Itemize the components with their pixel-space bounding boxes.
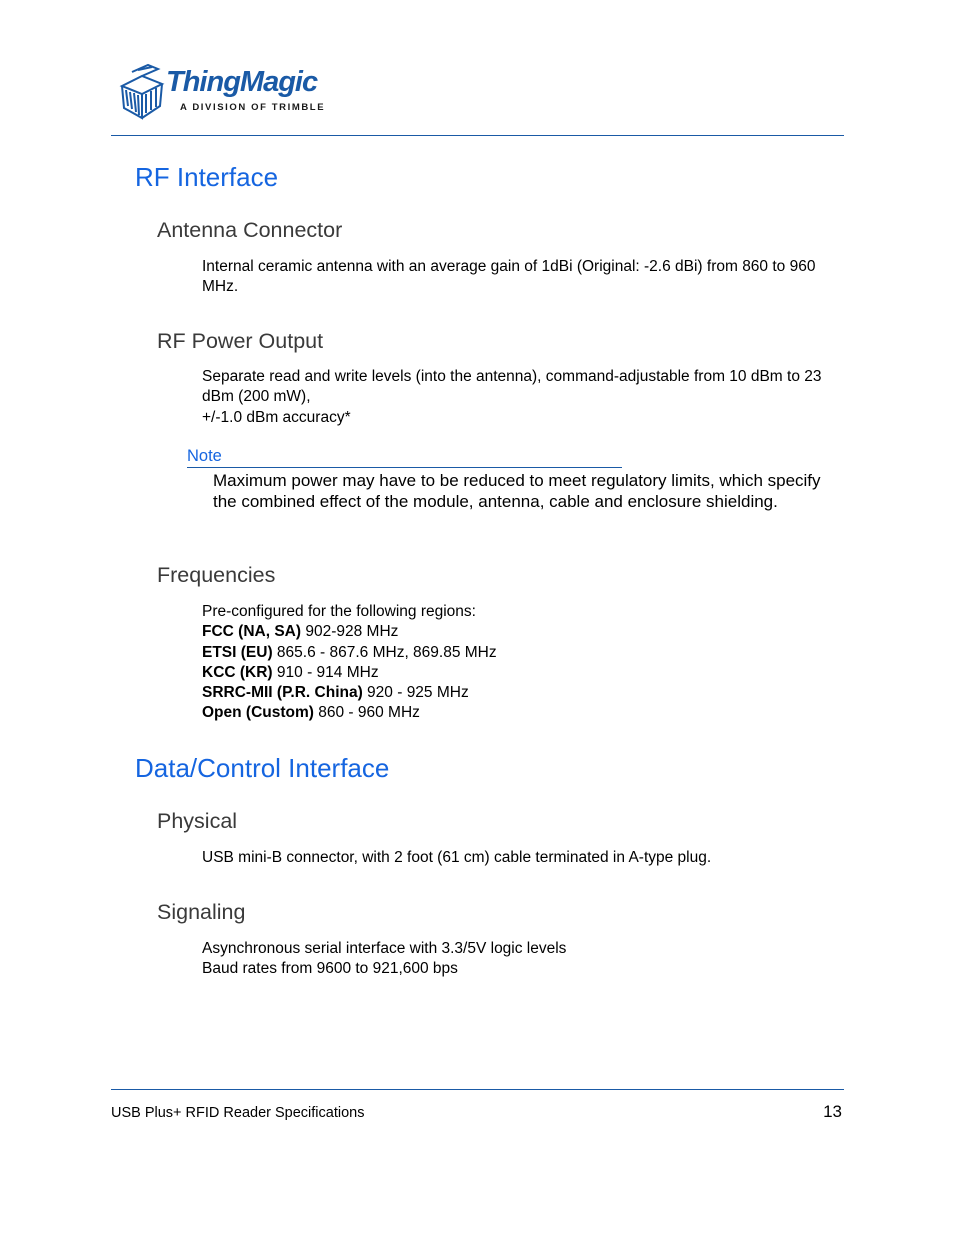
region-range: 902-928 MHz [301,623,399,641]
region-row [202,663,852,683]
thingmagic-logo [118,62,328,124]
signaling-text [202,939,852,980]
section-title-rf-interface: RF Interface [135,162,279,192]
physical-text [202,848,852,868]
region-name: FCC (NA, SA) [202,623,302,641]
region-row [202,643,852,663]
region-range: 920 - 925 MHz [362,684,469,702]
region-range: 865.6 - 867.6 MHz, 869.85 MHz [272,643,497,661]
note-text: Maximum power may have to be reduced to meet regulatory limits, which specify the combined effect of the module, antenna, cable and enclosure shielding. [213,471,821,511]
header-rule [111,135,844,136]
note-rule [187,467,622,468]
region-range: 910 - 914 MHz [272,663,379,681]
region-row [202,683,852,703]
heading-frequencies: Frequencies [157,563,276,587]
logo-tagline: A DIVISION OF TRIMBLE [180,102,326,113]
signaling-line-2: Baud rates from 9600 to 921,600 bps [202,960,458,978]
region-row [202,703,852,723]
section-title-data-control-interface: Data/Control Interface [135,753,390,783]
frequencies-text [202,602,852,724]
rf-power-line-2: +/-1.0 dBm accuracy* [202,408,351,426]
rf-power-line-1: Separate read and write levels (into the antenna), command-adjustable from 10 dBm to 23 dBm (200 mW), [202,368,822,406]
region-name: SRRC-MII (P.R. China) [202,684,363,702]
page-number: 13 [823,1102,842,1121]
heading-rf-power-output: RF Power Output [157,329,324,353]
signaling-line-1: Asynchronous serial interface with 3.3/5V logic levels [202,940,567,957]
region-name: ETSI (EU) [202,643,273,661]
rf-power-output-text [202,367,842,428]
region-row [202,622,852,642]
thingmagic-cube-icon [118,62,166,120]
region-range: 860 - 960 MHz [313,704,420,722]
region-name: KCC (KR) [202,663,273,681]
heading-physical: Physical [157,809,238,833]
note-label: Note [187,447,222,465]
heading-signaling: Signaling [157,900,246,924]
physical-paragraph: USB mini-B connector, with 2 foot (61 cm) cable terminated in A-type plug. [202,849,712,866]
footer-doc-title: USB Plus+ RFID Reader Specifications [111,1105,365,1121]
footer-rule [111,1089,844,1090]
region-name: Open (Custom) [202,704,314,722]
antenna-connector-paragraph: Internal ceramic antenna with an average gain of 1dBi (Original: -2.6 dBi) from 860 to 960 MHz. [202,258,816,296]
logo-wordmark: ThingMagic [166,66,318,98]
frequencies-intro: Pre-configured for the following regions: [202,603,476,620]
heading-antenna-connector: Antenna Connector [157,218,343,242]
antenna-connector-text [202,257,842,298]
